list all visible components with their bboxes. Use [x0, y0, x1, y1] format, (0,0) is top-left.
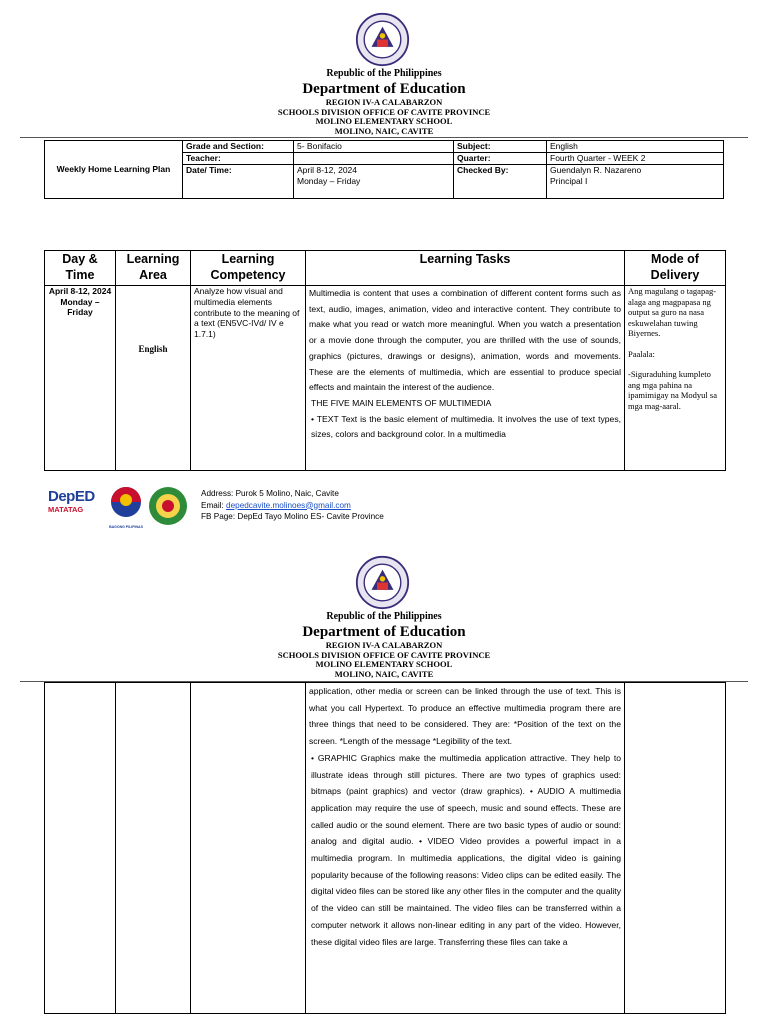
republic-title-page2: Republic of the Philippines — [326, 611, 442, 622]
day-cell-page2 — [45, 683, 116, 1014]
area-cell-page2 — [116, 683, 191, 1014]
competency-cell: Analyze how visual and multimedia elements contribute to the meaning of a text (EN5VC-IVd/ IV e 1.7.1) — [191, 286, 306, 471]
department-title-page2: Department of Education — [302, 624, 466, 640]
bagong-pilipinas-text: BAGONG PILIPINAS — [109, 525, 143, 529]
checked-label: Checked By: — [454, 165, 547, 199]
footer — [48, 482, 748, 532]
area-cell — [116, 286, 191, 471]
division-line: SCHOOLS DIVISION OFFICE OF CAVITE PROVINCE — [277, 106, 491, 117]
deped-seal-icon-page2 — [355, 555, 410, 610]
tasks-cell — [306, 286, 625, 471]
mode-cell — [625, 286, 726, 471]
tasks-cell-page2 — [306, 683, 625, 1014]
learning-plan-table — [44, 250, 726, 471]
grade-value: 5- Bonifacio — [294, 141, 454, 153]
quarter-value: Fourth Quarter - WEEK 2 — [547, 153, 724, 165]
area-text: English — [138, 344, 168, 354]
location-line-page2: MOLINO, NAIC, CAVITE — [334, 668, 434, 679]
school-seal-icon — [148, 486, 188, 526]
checker-position: Principal I — [550, 176, 588, 186]
mode-reminder: -Siguraduhing kumpleto ang mga pahina na ipamimigay na Modyul sa mga mag-aaral. — [628, 369, 718, 411]
info-table — [44, 140, 724, 199]
header-competency: Learning Competency — [191, 251, 306, 286]
tasks-intro: Multimedia is content that uses a combination of different content forms such as text, audio, images, animation, video and interactive content. They contribute to make what you read or watch more meaningful. When you watch a presentation or a movie done through the computer, you are thrilled with the use of sounds, graphics (pictures, drawings or designs), animation, words and movements. These are the elements of multimedia, which are essential to produce special effects and maintain the interest of the audience. — [309, 288, 621, 393]
footer-email-line — [201, 500, 384, 512]
competency-cell-page2 — [191, 683, 306, 1014]
deped-matatag-logo — [48, 488, 100, 524]
day-cell: April 8-12, 2024 Monday – Friday — [45, 286, 116, 471]
tasks-elements-heading: THE FIVE MAIN ELEMENTS OF MULTIMEDIA — [311, 397, 492, 408]
footer-address: Address: Purok 5 Molino, Naic, Cavite — [201, 489, 339, 498]
mode-cell-page2 — [625, 683, 726, 1014]
bagong-pilipinas-icon — [106, 484, 146, 520]
bagong-pilipinas-logo — [106, 484, 146, 530]
date-value — [294, 165, 454, 199]
department-title: Department of Education — [302, 81, 466, 97]
school-line-page2: MOLINO ELEMENTARY SCHOOL — [315, 659, 453, 669]
date-range: April 8-12, 2024 — [297, 165, 358, 175]
footer-fb: FB Page: DepEd Tayo Molino ES- Cavite Province — [201, 512, 384, 521]
learning-plan-table-page2 — [44, 682, 726, 1014]
quarter-label: Quarter: — [454, 153, 547, 165]
division-line-page2: SCHOOLS DIVISION OFFICE OF CAVITE PROVINCE — [277, 649, 491, 660]
date-label: Date/ Time: — [183, 165, 294, 199]
tasks-hypertext: application, other media or screen can be linked through the use of text. This is what you call Hypertext. To produce an effective multimedia program there are three things that need to be considered. They are: *Position of the text on the screen. *Length of the message *Legibility of the text. — [309, 686, 621, 747]
matatag-logo-text: MATATAG — [48, 505, 84, 514]
region-line-page2: REGION IV-A CALABARZON — [325, 640, 443, 650]
subject-label: Subject: — [454, 141, 547, 153]
republic-title: Republic of the Philippines — [326, 68, 442, 79]
region-line: REGION IV-A CALABARZON — [325, 97, 443, 107]
header-learning-area: Learning Area — [116, 251, 191, 286]
mode-instruction: Ang magulang o tagapag-alaga ang magpapasa ng output sa guro na nasa eskuwelahan tuwing Biyernes. — [628, 286, 717, 338]
header-day-time: Day & Time — [45, 251, 116, 286]
date-days: Monday – Friday — [297, 176, 361, 186]
teacher-value — [294, 153, 454, 165]
checker-name: Guendalyn R. Nazareno — [550, 165, 642, 175]
subject-value: English — [547, 141, 724, 153]
mode-reminder-label: Paalala: — [628, 348, 655, 359]
footer-email-label: Email: — [201, 500, 227, 510]
school-line: MOLINO ELEMENTARY SCHOOL — [315, 116, 453, 126]
plan-title: Weekly Home Learning Plan — [45, 141, 183, 199]
header-rule — [20, 137, 748, 138]
deped-logo-text: DepED — [48, 488, 95, 505]
location-line: MOLINO, NAIC, CAVITE — [334, 125, 434, 136]
footer-email-link[interactable]: depedcavite.molinoes@gmail.com — [226, 500, 351, 510]
tasks-graphic-audio-video: • GRAPHIC Graphics make the multimedia application attractive. They help to illustrate ideas through still pictures. There are two types of graphics used: bitmaps (paint graphics) and vector (draw graphics). • AUDIO A multimedia application may require the use of speech, music and sound effects. These are called audio or the sound element. There are two basic types of audio or sound: analog and digital audio. • VIDEO Video provides a powerful impact in a multimedia program. In multimedia applications, the digital video is gaining popularity because of the following reasons: Video clips can be edited easily. The digital video files can be stored like any other files in the computer and the quality of the video can still be maintained. The video files can be transferred within a computer network it allows non-linear editing in any part of the video. However, these digital video files are large. Transferring these files can take a — [311, 752, 621, 947]
tasks-text-element: • TEXT Text is the basic element of multimedia. It involves the use of text types, sizes, colors and background color. In a multimedia — [311, 413, 621, 440]
teacher-label: Teacher: — [183, 153, 294, 165]
deped-seal-icon — [355, 12, 410, 67]
header-mode: Mode of Delivery — [625, 251, 726, 286]
header-tasks: Learning Tasks — [306, 251, 625, 286]
grade-label: Grade and Section: — [183, 141, 294, 153]
footer-contact — [201, 488, 384, 523]
checked-value — [547, 165, 724, 199]
